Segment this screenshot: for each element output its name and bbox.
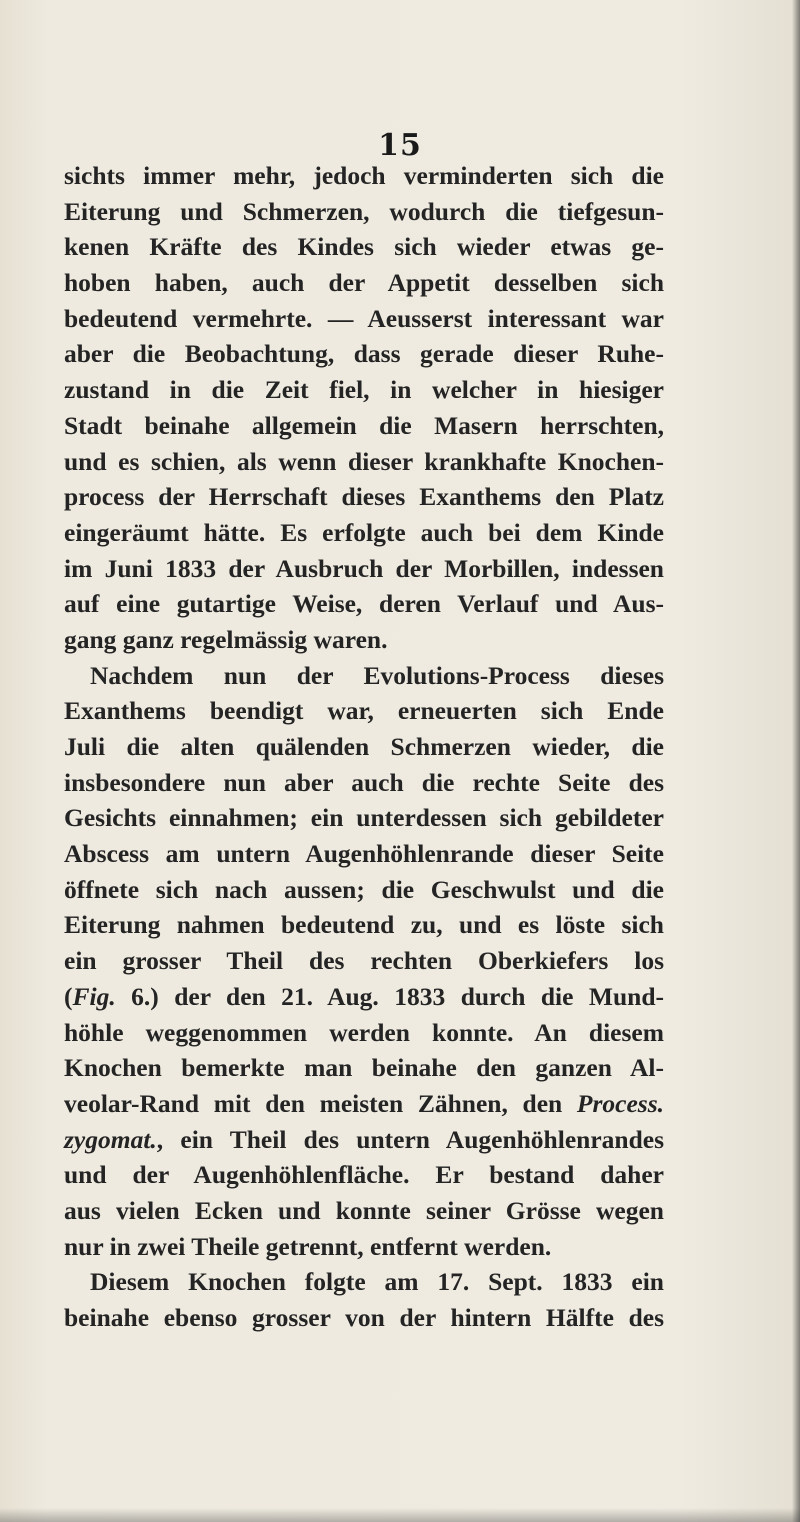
text-line: bedeutend vermehrte. — Aeusserst interessant war: [64, 303, 664, 333]
text-line: zustand in die Zeit fiel, in welcher in hiesiger: [64, 375, 664, 405]
page-bottom-shadow: [0, 1508, 800, 1522]
text-line: Eiterung nahmen bedeutend zu, und es löste sich: [64, 910, 664, 940]
page-number: 15: [378, 128, 422, 163]
text-line: ein grosser Theil des rechten Oberkiefers los: [64, 946, 664, 976]
text-line: im Juni 1833 der Ausbruch der Morbillen, indessen: [64, 553, 664, 583]
line-head: veolar-Rand mit den meisten Zähnen, den: [64, 1088, 563, 1118]
text-line: kenen Kräfte des Kindes sich wieder etwas ge-: [64, 232, 664, 262]
text-line: auf eine gutartige Weise, deren Verlauf und Aus-: [64, 589, 664, 619]
line-rest: 6.) der den 21. Aug. 1833 durch die Mund-: [115, 981, 664, 1011]
text-line: aber die Beobachtung, dass gerade dieser Ruhe-: [64, 339, 664, 369]
text-line: Knochen bemerkte man beinahe den ganzen Al-: [64, 1053, 664, 1083]
text-line: Gesichts einnahmen; ein unterdessen sich gebildeter: [64, 803, 664, 833]
text-line: hoben haben, auch der Appetit desselben sich: [64, 268, 664, 298]
text-line: Juli die alten quälenden Schmerzen wieder, die: [64, 732, 664, 761]
page-edge-shadow: [792, 0, 800, 1522]
paragraph-start-line: Diesem Knochen folgte am 17. Sept. 1833 ein: [90, 1267, 664, 1297]
text-line: öffnete sich nach aussen; die Geschwulst und die: [64, 874, 664, 904]
text-line: eingeräumt hätte. Es erfolgte auch bei dem Kinde: [64, 517, 664, 547]
text-line: höhle weggenommen werden konnte. An diesem: [64, 1017, 664, 1047]
body-text: [64, 158, 664, 1336]
text-line: sichts immer mehr, jedoch verminderten sich die: [64, 161, 664, 190]
line-rest: , ein Theil des untern Augenhöhlenrandes: [156, 1124, 664, 1154]
text-line: und der Augenhöhlenfläche. Er bestand daher: [64, 1160, 664, 1190]
paren-open: (: [64, 981, 73, 1011]
text-line: process der Herrschaft dieses Exanthems den Platz: [64, 482, 664, 512]
text-line: Exanthems beendigt war, erneuerten sich Ende: [64, 696, 664, 726]
text-line: und es schien, als wenn dieser krankhafte Knochen-: [64, 446, 664, 476]
figure-reference: Fig.: [72, 981, 116, 1011]
latin-term: zygomat.: [64, 1124, 157, 1154]
text-line: beinahe ebenso grosser von der hintern Hälfte des: [64, 1303, 664, 1332]
text-line-latin: [64, 1122, 664, 1158]
text-line: Stadt beinahe allgemein die Masern herrschten,: [64, 410, 664, 440]
latin-term: Process.: [576, 1088, 664, 1118]
text-line-figure-ref: [64, 979, 664, 1015]
paragraph-start-line: Nachdem nun der Evolutions-Process dieses: [90, 660, 664, 690]
text-line: Eiterung und Schmerzen, wodurch die tiefgesun-: [64, 196, 664, 226]
text-line: Abscess am untern Augenhöhlenrande dieser Seite: [64, 839, 664, 869]
text-line: insbesondere nun aber auch die rechte Seite des: [64, 767, 664, 797]
paragraph-end-line: nur in zwei Theile getrennt, entfernt werden.: [64, 1231, 552, 1261]
text-line: aus vielen Ecken und konnte seiner Grösse wegen: [64, 1195, 664, 1225]
text-line-latin: [64, 1086, 664, 1122]
paragraph-end-line: gang ganz regelmässig waren.: [64, 624, 388, 654]
